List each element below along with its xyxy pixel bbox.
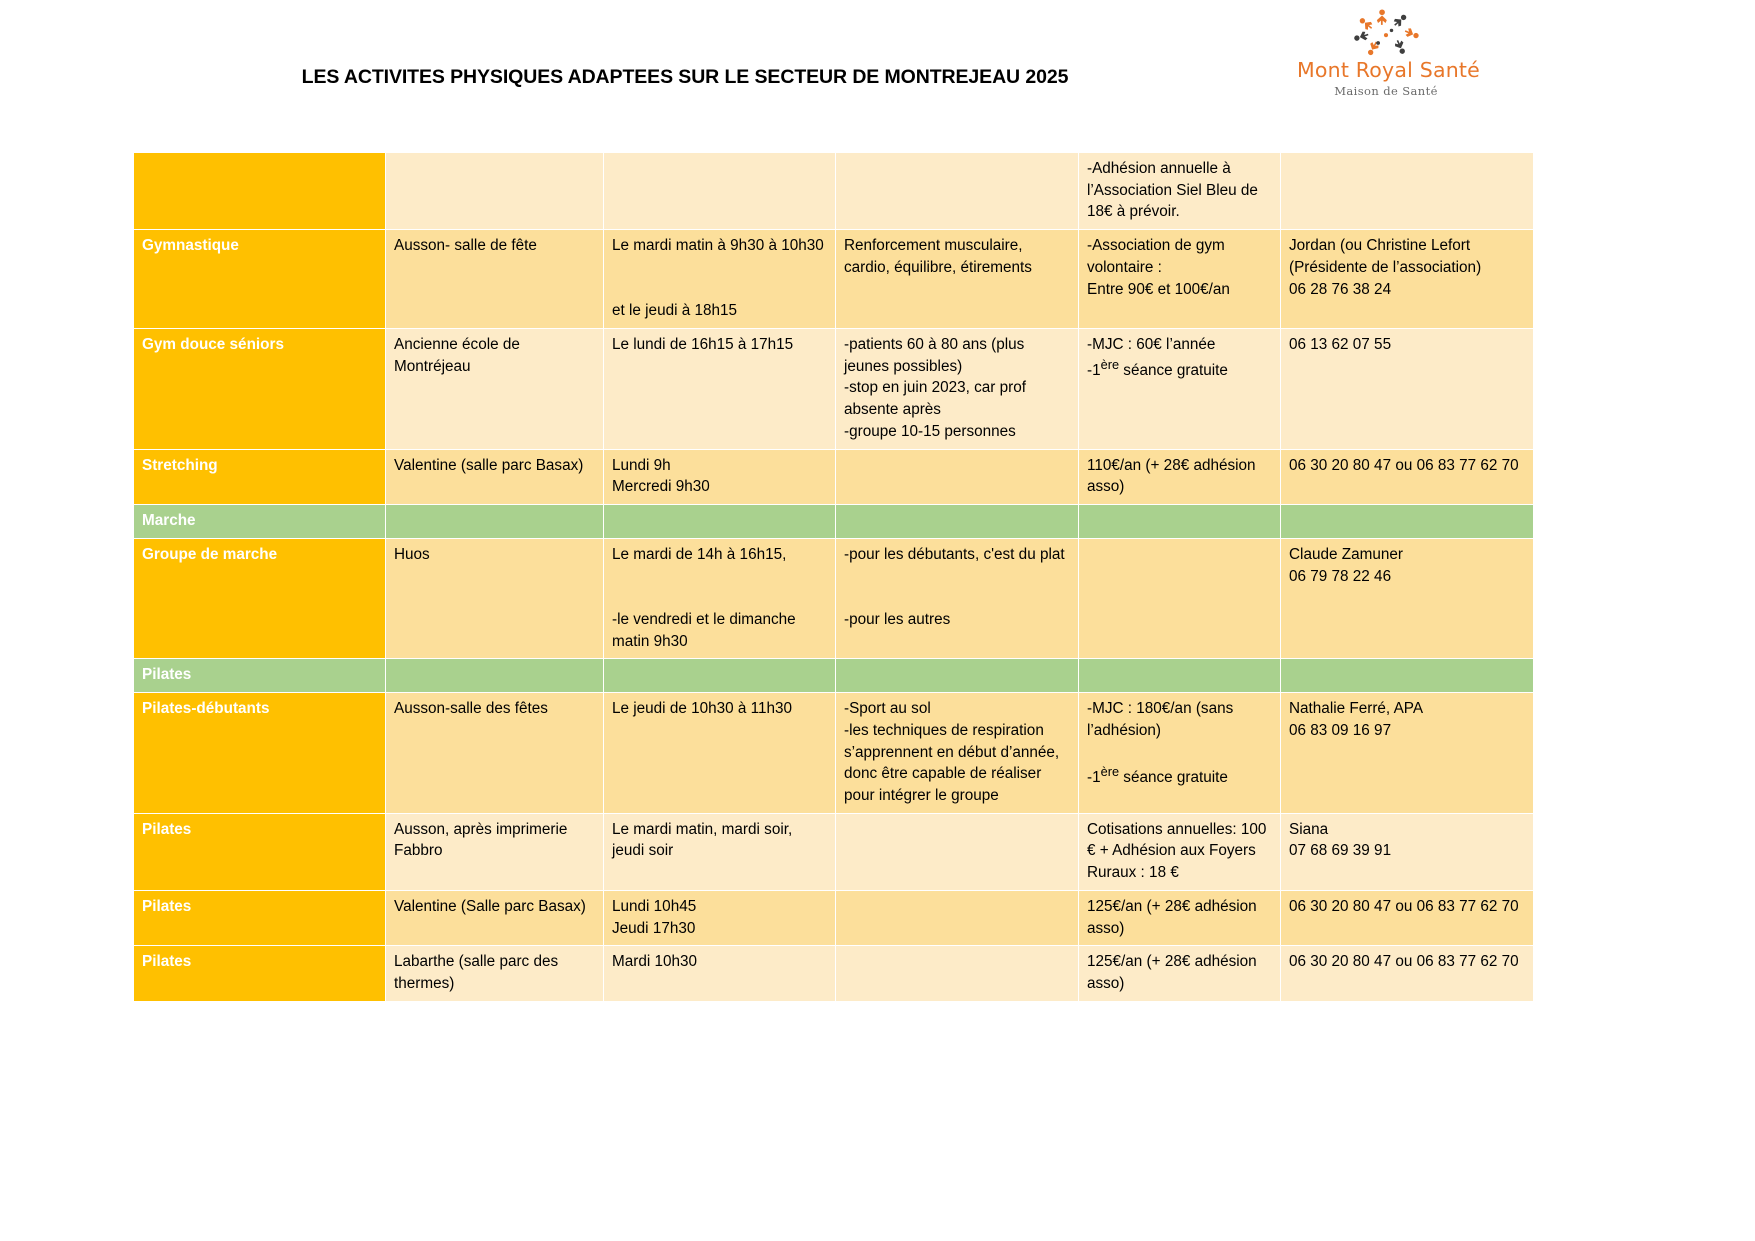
contact-cell: Siana 07 68 69 39 91 (1281, 813, 1534, 890)
table-section-row (134, 505, 1534, 539)
horaires-cell: Lundi 10h45 Jeudi 17h30 (604, 890, 836, 945)
section-label: Pilates (134, 659, 386, 693)
lieu-cell: Ancienne école de Montréjeau (386, 329, 604, 450)
section-filler-cell (1281, 505, 1534, 539)
section-label: Marche (134, 505, 386, 539)
section-filler-cell (836, 505, 1079, 539)
description-cell: -pour les débutants, c'est du plat -pour les autres (836, 538, 1079, 659)
activities-table (133, 152, 1534, 1002)
section-filler-cell (604, 505, 836, 539)
description-cell (836, 153, 1079, 230)
description-cell (836, 813, 1079, 890)
table-row (134, 813, 1534, 890)
contact-cell: 06 30 20 80 47 ou 06 83 77 62 70 (1281, 946, 1534, 1001)
description-cell: Renforcement musculaire, cardio, équilibre, étirements (836, 230, 1079, 329)
table-row (134, 538, 1534, 659)
description-cell (836, 449, 1079, 504)
activity-cell: Gymnastique (134, 230, 386, 329)
horaires-cell: Le jeudi de 10h30 à 11h30 (604, 693, 836, 814)
table-row (134, 890, 1534, 945)
activity-cell: Pilates-débutants (134, 693, 386, 814)
description-cell (836, 890, 1079, 945)
table-row (134, 329, 1534, 450)
lieu-cell (386, 153, 604, 230)
table-row (134, 230, 1534, 329)
contact-cell: 06 30 20 80 47 ou 06 83 77 62 70 (1281, 449, 1534, 504)
contact-cell (1281, 153, 1534, 230)
table-row (134, 449, 1534, 504)
table-section-row (134, 659, 1534, 693)
section-filler-cell (836, 659, 1079, 693)
description-cell: -patients 60 à 80 ans (plus jeunes possibles) -stop en juin 2023, car prof absente après -groupe 10-15 personnes (836, 329, 1079, 450)
horaires-cell: Le mardi matin, mardi soir, jeudi soir (604, 813, 836, 890)
activity-cell: Gym douce séniors (134, 329, 386, 450)
horaires-cell: Le mardi matin à 9h30 à 10h30 et le jeudi à 18h15 (604, 230, 836, 329)
activities-table-container (133, 152, 1533, 1002)
section-filler-cell (604, 659, 836, 693)
tarifs-cell: 125€/an (+ 28€ adhésion asso) (1079, 946, 1281, 1001)
horaires-cell: Le lundi de 16h15 à 17h15 (604, 329, 836, 450)
activity-cell: Pilates (134, 946, 386, 1001)
contact-cell: Jordan (ou Christine Lefort (Présidente de l’association) 06 28 76 38 24 (1281, 230, 1534, 329)
activity-cell: Groupe de marche (134, 538, 386, 659)
contact-cell: Nathalie Ferré, APA 06 83 09 16 97 (1281, 693, 1534, 814)
lieu-cell: Valentine (salle parc Basax) (386, 449, 604, 504)
lieu-cell: Valentine (Salle parc Basax) (386, 890, 604, 945)
lieu-cell: Labarthe (salle parc des thermes) (386, 946, 604, 1001)
description-cell: -Sport au sol -les techniques de respiration s’apprennent en début d’année, donc être capable de réaliser pour intégrer le groupe (836, 693, 1079, 814)
section-filler-cell (386, 659, 604, 693)
tarifs-cell: Cotisations annuelles: 100 € + Adhésion aux Foyers Ruraux : 18 € (1079, 813, 1281, 890)
horaires-cell (604, 153, 836, 230)
lieu-cell: Ausson, après imprimerie Fabbro (386, 813, 604, 890)
section-filler-cell (1281, 659, 1534, 693)
contact-cell: Claude Zamuner 06 79 78 22 46 (1281, 538, 1534, 659)
tarifs-cell (1079, 538, 1281, 659)
page-title: LES ACTIVITES PHYSIQUES ADAPTEES SUR LE SECTEUR DE MONTREJEAU 2025 (301, 66, 1069, 88)
activity-cell: Pilates (134, 813, 386, 890)
lieu-cell: Huos (386, 538, 604, 659)
people-circle-logo-icon (1342, 6, 1430, 58)
section-filler-cell (1079, 505, 1281, 539)
table-row (134, 946, 1534, 1001)
tarifs-cell: 110€/an (+ 28€ adhésion asso) (1079, 449, 1281, 504)
tarifs-cell: -Adhésion annuelle à l’Association Siel Bleu de 18€ à prévoir. (1079, 153, 1281, 230)
section-filler-cell (1079, 659, 1281, 693)
lieu-cell: Ausson-salle des fêtes (386, 693, 604, 814)
horaires-cell: Le mardi de 14h à 16h15, -le vendredi et le dimanche matin 9h30 (604, 538, 836, 659)
horaires-cell: Lundi 9h Mercredi 9h30 (604, 449, 836, 504)
contact-cell: 06 13 62 07 55 (1281, 329, 1534, 450)
tarifs-cell: -MJC : 180€/an (sans l’adhésion) -1ère séance gratuite (1079, 693, 1281, 814)
section-filler-cell (386, 505, 604, 539)
horaires-cell: Mardi 10h30 (604, 946, 836, 1001)
activity-cell (134, 153, 386, 230)
tarifs-cell: -Association de gym volontaire : Entre 90€ et 100€/an (1079, 230, 1281, 329)
tarifs-cell: -MJC : 60€ l’année -1ère séance gratuite (1079, 329, 1281, 450)
table-row (134, 693, 1534, 814)
lieu-cell: Ausson- salle de fête (386, 230, 604, 329)
activity-cell: Stretching (134, 449, 386, 504)
contact-cell: 06 30 20 80 47 ou 06 83 77 62 70 (1281, 890, 1534, 945)
tarifs-cell: 125€/an (+ 28€ adhésion asso) (1079, 890, 1281, 945)
logo-title: Mont Royal Santé (1297, 58, 1480, 82)
description-cell (836, 946, 1079, 1001)
table-spacer-row (134, 153, 1534, 230)
activity-cell: Pilates (134, 890, 386, 945)
logo-tagline: Maison de Santé (1334, 83, 1438, 98)
